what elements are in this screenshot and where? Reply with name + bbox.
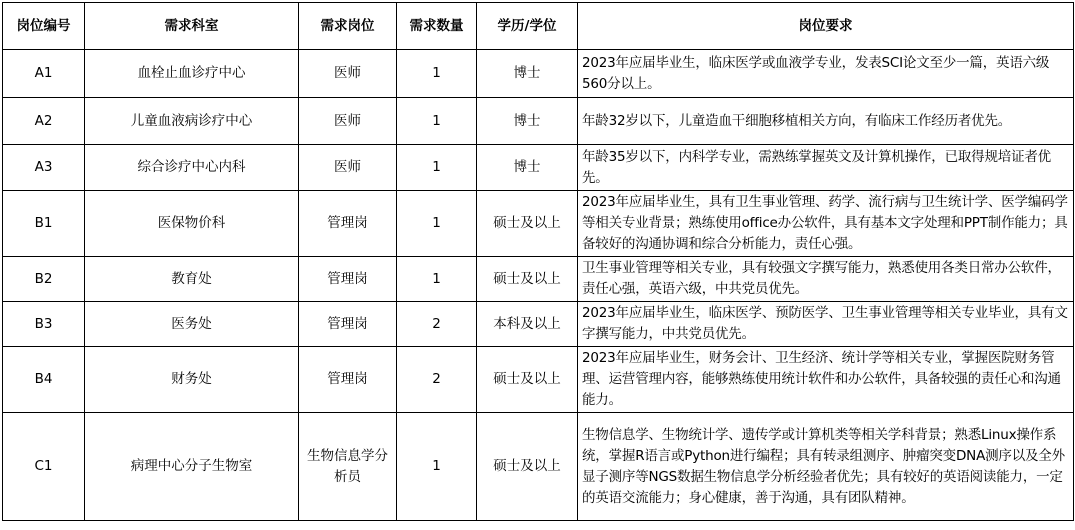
cell-department: 医保物价科 (85, 191, 299, 257)
cell-department: 血栓止血诊疗中心 (85, 50, 299, 98)
header-requirement: 岗位要求 (578, 3, 1074, 50)
table-row (3, 50, 1074, 98)
table-row (3, 257, 1074, 302)
cell-department: 财务处 (85, 347, 299, 413)
cell-requirement: 2023年应届毕业生，临床医学、预防医学、卫生事业管理等相关专业毕业，具有文字撰写能力，中共党员优先。 (578, 302, 1074, 347)
cell-count: 1 (397, 257, 477, 302)
cell-department: 儿童血液病诊疗中心 (85, 98, 299, 145)
header-department: 需求科室 (85, 3, 299, 50)
cell-requirement: 2023年应届毕业生，财务会计、卫生经济、统计学等相关专业，掌握医院财务管理、运营管理内容，能够熟练使用统计软件和办公软件，具备较强的责任心和沟通能力。 (578, 347, 1074, 413)
cell-requirement: 年龄32岁以下，儿童造血干细胞移植相关方向，有临床工作经历者优先。 (578, 98, 1074, 145)
cell-degree: 本科及以上 (477, 302, 578, 347)
cell-requirement: 年龄35岁以下，内科学专业，需熟练掌握英文及计算机操作，已取得规培证者优先。 (578, 145, 1074, 191)
table-row (3, 302, 1074, 347)
header-degree: 学历/学位 (477, 3, 578, 50)
cell-post: 管理岗 (299, 347, 397, 413)
cell-requirement: 生物信息学、生物统计学、遗传学或计算机类等相关学科背景；熟悉Linux操作系统，掌握R语言或Python进行编程；具有转录组测序、肿瘤突变DNA测序以及全外显子测序等NGS数据生物信息学分析经验者优先；具有较好的英语阅读能力，一定的英语交流能力；身心健康，善于沟通，具有团队精神。 (578, 413, 1074, 521)
cell-post: 管理岗 (299, 257, 397, 302)
cell-code: B4 (3, 347, 85, 413)
cell-code: A1 (3, 50, 85, 98)
table-row (3, 145, 1074, 191)
table-row (3, 98, 1074, 145)
cell-department: 综合诊疗中心内科 (85, 145, 299, 191)
cell-code: B2 (3, 257, 85, 302)
cell-post: 医师 (299, 98, 397, 145)
cell-degree: 博士 (477, 50, 578, 98)
cell-count: 1 (397, 98, 477, 145)
table-row (3, 413, 1074, 521)
table-row (3, 347, 1074, 413)
cell-department: 教育处 (85, 257, 299, 302)
cell-requirement: 2023年应届毕业生，临床医学或血液学专业，发表SCI论文至少一篇，英语六级560分以上。 (578, 50, 1074, 98)
cell-code: A3 (3, 145, 85, 191)
cell-count: 1 (397, 145, 477, 191)
cell-degree: 博士 (477, 145, 578, 191)
cell-count: 2 (397, 347, 477, 413)
cell-department: 医务处 (85, 302, 299, 347)
cell-degree: 硕士及以上 (477, 257, 578, 302)
cell-degree: 硕士及以上 (477, 413, 578, 521)
table-row (3, 191, 1074, 257)
cell-requirement: 卫生事业管理等相关专业，具有较强文字撰写能力，熟悉使用各类日常办公软件，责任心强，英语六级，中共党员优先。 (578, 257, 1074, 302)
header-row (3, 3, 1074, 50)
cell-count: 1 (397, 50, 477, 98)
cell-code: A2 (3, 98, 85, 145)
cell-code: B1 (3, 191, 85, 257)
cell-requirement: 2023年应届毕业生，具有卫生事业管理、药学、流行病与卫生统计学、医学编码学等相关专业背景；熟练使用office办公软件，具有基本文字处理和PPT制作能力；具备较好的沟通协调和综合分析能力，责任心强。 (578, 191, 1074, 257)
recruitment-table (2, 2, 1074, 521)
cell-post: 管理岗 (299, 191, 397, 257)
cell-post: 管理岗 (299, 302, 397, 347)
header-post: 需求岗位 (299, 3, 397, 50)
cell-department: 病理中心分子生物室 (85, 413, 299, 521)
cell-count: 2 (397, 302, 477, 347)
header-count: 需求数量 (397, 3, 477, 50)
cell-post: 医师 (299, 50, 397, 98)
cell-count: 1 (397, 413, 477, 521)
cell-post: 医师 (299, 145, 397, 191)
cell-degree: 硕士及以上 (477, 191, 578, 257)
cell-degree: 硕士及以上 (477, 347, 578, 413)
cell-code: B3 (3, 302, 85, 347)
cell-count: 1 (397, 191, 477, 257)
cell-post: 生物信息学分析员 (299, 413, 397, 521)
cell-code: C1 (3, 413, 85, 521)
header-code: 岗位编号 (3, 3, 85, 50)
cell-degree: 博士 (477, 98, 578, 145)
